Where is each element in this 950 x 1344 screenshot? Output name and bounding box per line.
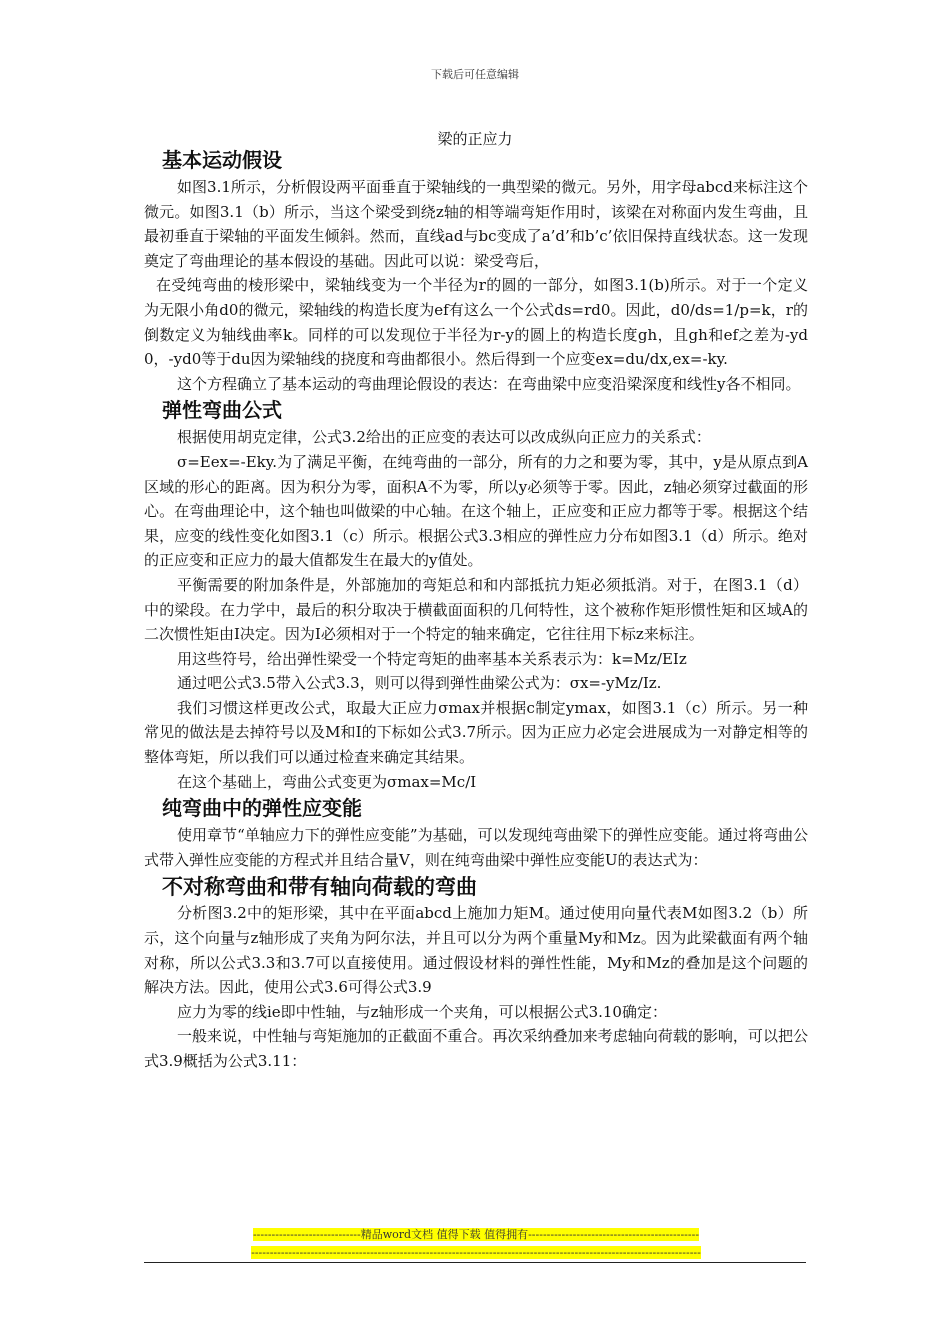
paragraph: 我们习惯这样更改公式，取最大正应力σmax并根据c制定ymax，如图3.1（c）所示。另一种常见的做法是去掉符号以及M和I的下标如公式3.7所示。因为正应力必定会进展成为一对静定相等的整体弯矩，所以我们可以通过检查来确定其结果。 [144, 698, 808, 767]
paragraph: 应力为零的线ie即中性轴，与z轴形成一个夹角，可以根据公式3.10确定： [177, 1002, 667, 1021]
paragraph: 在这个基础上，弯曲公式变更为σmax=Mc/I [177, 772, 477, 791]
footer-dashes: ------------------------------------------------------------------------------------------------------------------------- [251, 1246, 701, 1259]
page-header: 下载后可任意编辑 [431, 68, 519, 81]
document-body [144, 146, 808, 1074]
paragraph: 一般来说，中性轴与弯矩施加的正截面不重合。再次采纳叠加来考虑轴向荷载的影响，可以把公式3.9概括为公式3.11： [144, 1027, 808, 1070]
section-heading: 不对称弯曲和带有轴向荷载的弯曲 [162, 874, 477, 900]
footer-divider [144, 1262, 806, 1263]
document-title: 梁的正应力 [437, 130, 513, 148]
paragraph: 这个方程确立了基本运动的弯曲理论假设的表达：在弯曲梁中应变沿梁深度和线性y各不相同。 [177, 374, 801, 393]
page-footer [144, 1226, 808, 1262]
paragraph: 通过吧公式3.5带入公式3.3，则可以得到弹性曲梁公式为：σx=-yMz/Iz. [177, 674, 662, 693]
section-heading: 弹性弯曲公式 [162, 398, 282, 423]
footer-banner: -----------------------------精品word文档 值得下载 值得拥有---------------------------------------------- [252, 1228, 700, 1241]
paragraph: 使用章节“单轴应力下的弹性应变能”为基础，可以发现纯弯曲梁下的弹性应变能。通过将弯曲公式带入弹性应变能的方程式并且结合量V，则在纯弯曲梁中弹性应变能U的表达式为： [144, 826, 808, 869]
section-heading: 纯弯曲中的弹性应变能 [162, 796, 362, 821]
paragraph: 用这些符号，给出弹性梁受一个特定弯矩的曲率基本关系表示为：k=Mz/EIz [177, 649, 687, 668]
paragraph: σ=Eex=-Eky.为了满足平衡，在纯弯曲的一部分，所有的力之和要为零，其中，y是从原点到A区域的形心的距离。因为积分为零，面积A不为零，所以y必须等于零。因此，z轴必须穿过截面的形心。在弯曲理论中，这个轴也叫做梁的中心轴。在这个轴上，正应变和正应力都等于零。根据这个结果，应变的线性变化如图3.1（c）所示。根据公式3.3相应的弹性应力分布如图3.1（d）所示。绝对的正应变和正应力的最大值都发生在最大的y值处。 [144, 452, 808, 570]
paragraph: 根据使用胡克定律，公式3.2给出的正应变的表达可以改成纵向正应力的关系式： [177, 428, 711, 447]
paragraph: 平衡需要的附加条件是，外部施加的弯矩总和和内部抵抗力矩必须抵消。对于，在图3.1（d）中的梁段。在力学中，最后的积分取决于横截面面积的几何特性，这个被称作矩形惯性矩和区域A的二次惯性矩由I决定。因为I必须相对于一个特定的轴来确定，它往往用下标z来标注。 [144, 575, 808, 644]
paragraph: 如图3.1所示，分析假设两平面垂直于梁轴线的一典型梁的微元。另外，用字母abcd来标注这个微元。如图3.1（b）所示，当这个梁受到绕z轴的相等端弯矩作用时，该梁在对称面内发生弯曲，且最初垂直于梁轴的平面发生倾斜。然而，直线ad与bc变成了a’d’和b’c’依旧保持直线状态。这一发现奠定了弯曲理论的基本假设的基础。因此可以说：梁受弯后， [144, 178, 808, 270]
section-heading: 基本运动假设 [162, 148, 282, 172]
paragraph: 分析图3.2中的矩形梁，其中在平面abcd上施加力矩M。通过使用向量代表M如图3.2（b）所示，这个向量与z轴形成了夹角为阿尔法，并且可以分为两个重量My和Mz。因为此梁截面有两个轴对称，所以公式3.3和3.7可以直接使用。通过假设材料的弹性性能，My和Mz的叠加是这个问题的解决方法。因此，使用公式3.6可得公式3.9 [144, 904, 808, 997]
paragraph: 在受纯弯曲的棱形梁中，梁轴线变为一个半径为r的圆的一部分，如图3.1(b)所示。对于一个定义为无限小角d0的微元，梁轴线的构造长度为ef有这么一个公式ds=rd0。因此，d0/ds=1/p=k，r的倒数定义为轴线曲率k。同样的可以发现位于半径为r-y的圆上的构造长度gh，且gh和ef之差为-yd0，-yd0等于du因为梁轴线的挠度和弯曲都很小。然后得到一个应变ex=du/dx,ex=-ky. [144, 276, 808, 369]
